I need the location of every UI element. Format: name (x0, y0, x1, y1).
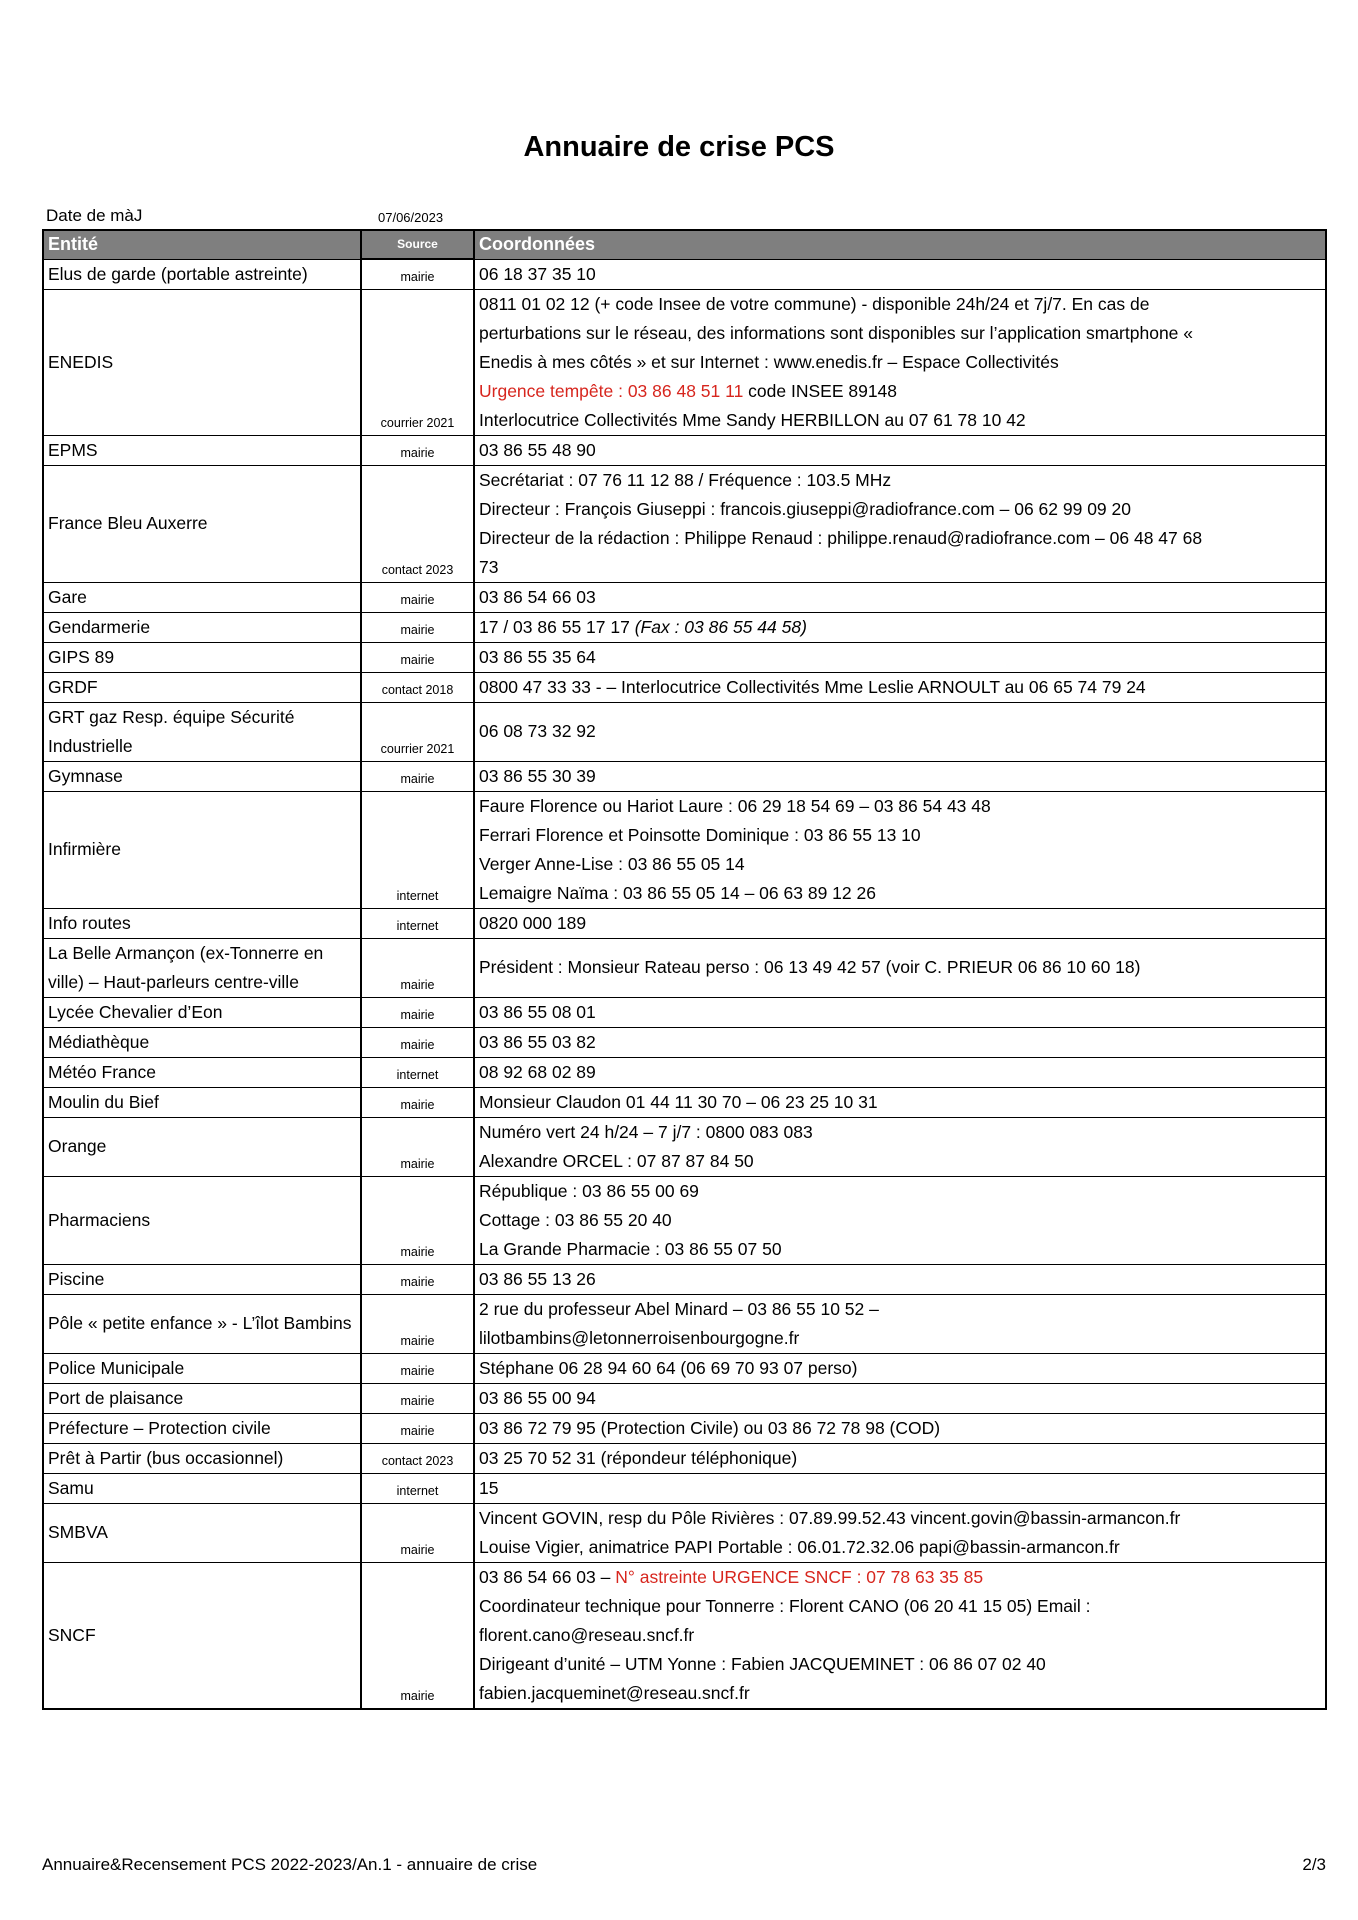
entity-cell: Météo France (43, 1057, 361, 1087)
entity-cell: Orange (43, 1117, 361, 1176)
entity-cell: ENEDIS (43, 289, 361, 435)
entity-cell: La Belle Armançon (ex-Tonnerre en ville) – Haut-parleurs centre-ville (43, 938, 361, 997)
contact-line: Alexandre ORCEL : 07 87 87 84 50 (479, 1150, 754, 1171)
source-cell: courrier 2021 (361, 702, 474, 761)
table-row (43, 672, 1326, 702)
contact-cell (474, 1087, 1326, 1117)
contact-line: Coordinateur technique pour Tonnerre : Florent CANO (06 20 41 15 05) Email : (479, 1595, 1091, 1616)
table-row (43, 997, 1326, 1027)
table-row (43, 908, 1326, 938)
contact-line: fabien.jacqueminet@reseau.sncf.fr (479, 1682, 750, 1703)
entity-cell: Infirmière (43, 791, 361, 908)
entity-cell: Gare (43, 582, 361, 612)
table-row (43, 1562, 1326, 1709)
contact-line: 03 86 54 66 03 (479, 586, 596, 607)
table-row (43, 1473, 1326, 1503)
source-cell: internet (361, 908, 474, 938)
contact-line: Interlocutrice Collectivités Mme Sandy HERBILLON au 07 61 78 10 42 (479, 409, 1026, 430)
contact-text: code INSEE 89148 (743, 380, 898, 401)
table-row (43, 1353, 1326, 1383)
fax-text: (Fax : 03 86 55 44 58) (634, 616, 807, 637)
contact-line: 0820 000 189 (479, 912, 587, 933)
contact-line: Ferrari Florence et Poinsotte Dominique : 03 86 55 13 10 (479, 824, 921, 845)
contact-line: 0811 01 02 12 (+ code Insee de votre commune) - disponible 24h/24 et 7j/7. En cas de (479, 293, 1150, 314)
contact-line: Faure Florence ou Hariot Laure : 06 29 18 54 69 – 03 86 54 43 48 (479, 795, 991, 816)
contact-line: La Grande Pharmacie : 03 86 55 07 50 (479, 1238, 782, 1259)
source-cell: mairie (361, 612, 474, 642)
contact-line: Enedis à mes côtés » et sur Internet : www.enedis.fr – Espace Collectivités (479, 351, 1059, 372)
crisis-directory-table (42, 229, 1327, 1710)
table-row (43, 1413, 1326, 1443)
source-cell: internet (361, 791, 474, 908)
table-row (43, 761, 1326, 791)
entity-cell: EPMS (43, 435, 361, 465)
source-cell: mairie (361, 1087, 474, 1117)
entity-cell: Elus de garde (portable astreinte) (43, 259, 361, 289)
table-row (43, 289, 1326, 435)
entity-cell: Prêt à Partir (bus occasionnel) (43, 1443, 361, 1473)
source-cell: mairie (361, 1176, 474, 1264)
contact-cell (474, 1413, 1326, 1443)
contact-line: 03 25 70 52 31 (répondeur téléphonique) (479, 1447, 798, 1468)
contact-line: 03 86 55 30 39 (479, 765, 596, 786)
contact-line: 03 86 55 00 94 (479, 1387, 596, 1408)
table-row (43, 259, 1326, 289)
entity-cell: Moulin du Bief (43, 1087, 361, 1117)
entity-cell: Pharmaciens (43, 1176, 361, 1264)
entity-cell: Info routes (43, 908, 361, 938)
source-cell: mairie (361, 1503, 474, 1562)
table-row (43, 465, 1326, 582)
entity-cell: Gymnase (43, 761, 361, 791)
update-date-label: Date de màJ (46, 206, 143, 225)
footer-document-ref: Annuaire&Recensement PCS 2022-2023/An.1 - annuaire de crise (42, 1855, 538, 1874)
contact-line: Vincent GOVIN, resp du Pôle Rivières : 07.89.99.52.43 vincent.govin@bassin-armancon.fr (479, 1507, 1181, 1528)
contact-cell (474, 1264, 1326, 1294)
contact-cell (474, 1383, 1326, 1413)
entity-cell: Pôle « petite enfance » - L’îlot Bambins (43, 1294, 361, 1353)
source-cell: courrier 2021 (361, 289, 474, 435)
contact-line: 2 rue du professeur Abel Minard – 03 86 55 10 52 – (479, 1298, 879, 1319)
contact-cell (474, 672, 1326, 702)
entity-cell: Piscine (43, 1264, 361, 1294)
contact-line: 08 92 68 02 89 (479, 1061, 596, 1082)
update-date-value: 07/06/2023 (378, 210, 444, 225)
contact-cell (474, 1473, 1326, 1503)
contact-cell (474, 465, 1326, 582)
header-source: Source (361, 230, 474, 259)
contact-cell (474, 791, 1326, 908)
source-cell: mairie (361, 1353, 474, 1383)
source-cell: mairie (361, 1383, 474, 1413)
contact-cell (474, 642, 1326, 672)
contact-cell (474, 702, 1326, 761)
entity-cell: GRDF (43, 672, 361, 702)
contact-line: 06 18 37 35 10 (479, 263, 596, 284)
entity-cell: Samu (43, 1473, 361, 1503)
contact-cell (474, 997, 1326, 1027)
table-row (43, 435, 1326, 465)
source-cell: mairie (361, 1294, 474, 1353)
contact-cell (474, 1176, 1326, 1264)
urgent-contact-text: N° astreinte URGENCE SNCF : 07 78 63 35 85 (615, 1566, 984, 1587)
footer-page-number: 2/3 (1302, 1855, 1326, 1874)
table-row (43, 1117, 1326, 1176)
entity-cell: GRT gaz Resp. équipe Sécurité Industrielle (43, 702, 361, 761)
table-body (43, 259, 1326, 1709)
contact-cell (474, 435, 1326, 465)
source-cell: mairie (361, 1027, 474, 1057)
source-cell: contact 2023 (361, 465, 474, 582)
entity-cell: Police Municipale (43, 1353, 361, 1383)
table-row (43, 1176, 1326, 1264)
header-contact: Coordonnées (474, 230, 1326, 259)
table-header-row (43, 230, 1326, 259)
source-cell: mairie (361, 938, 474, 997)
contact-cell (474, 259, 1326, 289)
table-row (43, 582, 1326, 612)
contact-line: Secrétariat : 07 76 11 12 88 / Fréquence : 103.5 MHz (479, 469, 892, 490)
entity-cell: Préfecture – Protection civile (43, 1413, 361, 1443)
contact-line: florent.cano@reseau.sncf.fr (479, 1624, 695, 1645)
contact-cell (474, 1353, 1326, 1383)
table-row (43, 1503, 1326, 1562)
contact-line (479, 377, 1321, 406)
table-row (43, 1057, 1326, 1087)
source-cell: mairie (361, 1413, 474, 1443)
contact-line: Lemaigre Naïma : 03 86 55 05 14 – 06 63 89 12 26 (479, 882, 876, 903)
contact-cell (474, 1027, 1326, 1057)
contact-line: Directeur de la rédaction : Philippe Renaud : philippe.renaud@radiofrance.com – 06 48 47 68 (479, 527, 1203, 548)
source-cell: mairie (361, 997, 474, 1027)
contact-line: Président : Monsieur Rateau perso : 06 13 49 42 57 (voir C. PRIEUR 06 86 10 60 18) (479, 957, 1141, 977)
contact-text: 03 86 54 66 03 – (479, 1566, 616, 1587)
source-cell: internet (361, 1057, 474, 1087)
table-row (43, 1294, 1326, 1353)
contact-cell (474, 612, 1326, 642)
contact-cell (474, 289, 1326, 435)
table-row (43, 1027, 1326, 1057)
source-cell: contact 2023 (361, 1443, 474, 1473)
contact-cell (474, 938, 1326, 997)
contact-line: 03 86 55 03 82 (479, 1031, 596, 1052)
source-cell: mairie (361, 259, 474, 289)
contact-line: Verger Anne-Lise : 03 86 55 05 14 (479, 853, 745, 874)
contact-line: Dirigeant d’unité – UTM Yonne : Fabien JACQUEMINET : 06 86 07 02 40 (479, 1653, 1046, 1674)
entity-cell: France Bleu Auxerre (43, 465, 361, 582)
contact-cell (474, 1057, 1326, 1087)
contact-line: République : 03 86 55 00 69 (479, 1180, 699, 1201)
table-row (43, 702, 1326, 761)
source-cell: mairie (361, 761, 474, 791)
urgent-contact-text: Urgence tempête : 03 86 48 51 11 (479, 380, 744, 401)
source-cell: mairie (361, 435, 474, 465)
contact-cell (474, 1443, 1326, 1473)
entity-cell: Gendarmerie (43, 612, 361, 642)
source-cell: contact 2018 (361, 672, 474, 702)
entity-cell: Port de plaisance (43, 1383, 361, 1413)
contact-line: 0800 47 33 33 - – Interlocutrice Collectivités Mme Leslie ARNOULT au 06 65 74 79 24 (479, 676, 1146, 697)
contact-line: Cottage : 03 86 55 20 40 (479, 1209, 672, 1230)
contact-cell (474, 1294, 1326, 1353)
table-row (43, 1264, 1326, 1294)
entity-cell: SMBVA (43, 1503, 361, 1562)
source-cell: mairie (361, 1117, 474, 1176)
source-cell: mairie (361, 582, 474, 612)
contact-line: 03 86 55 13 26 (479, 1268, 596, 1289)
header-entity: Entité (43, 230, 361, 259)
entity-cell: GIPS 89 (43, 642, 361, 672)
contact-cell (474, 1503, 1326, 1562)
table-row (43, 1443, 1326, 1473)
contact-line: 06 08 73 32 92 (479, 721, 596, 741)
contact-line: 15 (479, 1477, 499, 1498)
contact-line: 03 86 72 79 95 (Protection Civile) ou 03 86 72 78 98 (COD) (479, 1417, 941, 1438)
table-row (43, 642, 1326, 672)
source-cell: mairie (361, 1264, 474, 1294)
contact-line: Monsieur Claudon 01 44 11 30 70 – 06 23 25 10 31 (479, 1091, 878, 1112)
entity-cell: Lycée Chevalier d’Eon (43, 997, 361, 1027)
contact-cell (474, 582, 1326, 612)
contact-text: 17 / 03 86 55 17 17 (479, 616, 635, 637)
entity-cell: SNCF (43, 1562, 361, 1709)
page-title: Annuaire de crise PCS (523, 131, 835, 163)
contact-line: 03 86 55 08 01 (479, 1001, 596, 1022)
contact-line: Numéro vert 24 h/24 – 7 j/7 : 0800 083 083 (479, 1121, 813, 1142)
table-row (43, 1087, 1326, 1117)
contact-line: Louise Vigier, animatrice PAPI Portable : 06.01.72.32.06 papi@bassin-armancon.fr (479, 1536, 1120, 1557)
contact-line: perturbations sur le réseau, des informations sont disponibles sur l’application smartphone « (479, 322, 1194, 343)
table-row (43, 1383, 1326, 1413)
contact-cell (474, 1117, 1326, 1176)
source-cell: mairie (361, 1562, 474, 1709)
contact-line: Stéphane 06 28 94 60 64 (06 69 70 93 07 perso) (479, 1357, 858, 1378)
table-row (43, 612, 1326, 642)
table-row (43, 938, 1326, 997)
entity-cell: Médiathèque (43, 1027, 361, 1057)
contact-line: Directeur : François Giuseppi : francois.giuseppi@radiofrance.com – 06 62 99 09 20 (479, 498, 1131, 519)
source-cell: internet (361, 1473, 474, 1503)
contact-line (479, 1563, 1321, 1592)
contact-line: lilotbambins@letonnerroisenbourgogne.fr (479, 1327, 800, 1348)
contact-line: 03 86 55 35 64 (479, 646, 596, 667)
source-cell: mairie (361, 642, 474, 672)
contact-line: 03 86 55 48 90 (479, 439, 596, 460)
contact-cell (474, 908, 1326, 938)
contact-line (479, 613, 1321, 642)
contact-cell (474, 761, 1326, 791)
contact-cell (474, 1562, 1326, 1709)
contact-line: 73 (479, 556, 499, 577)
table-row (43, 791, 1326, 908)
